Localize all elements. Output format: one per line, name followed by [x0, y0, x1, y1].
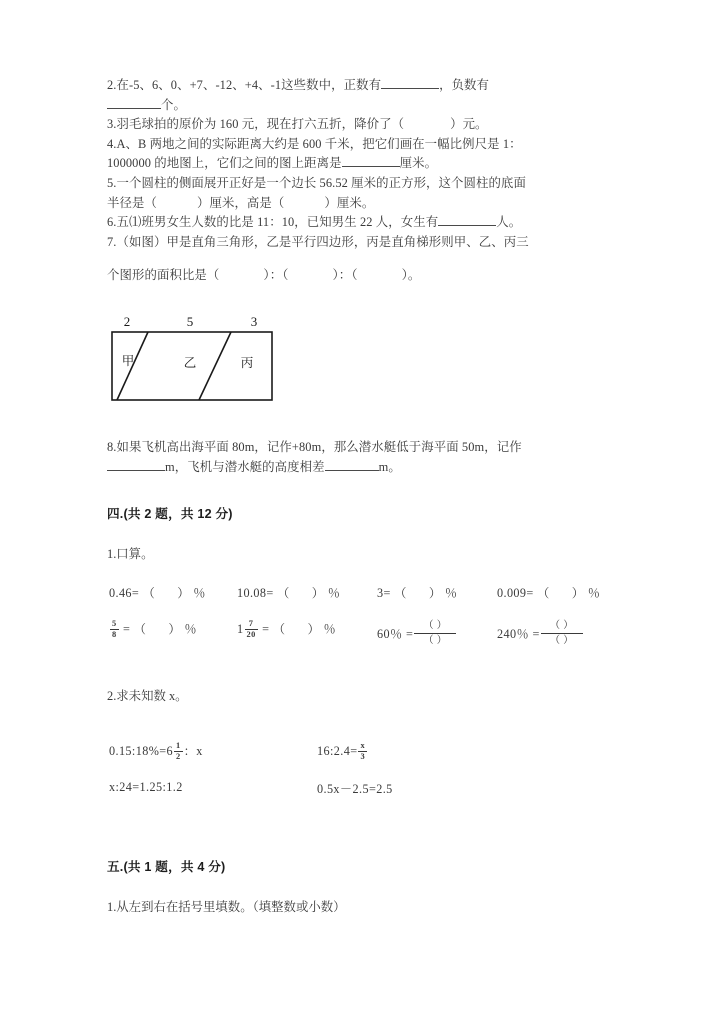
answer-blank[interactable] [438, 225, 496, 226]
answer-blank[interactable] [107, 470, 165, 471]
oral-calc-item-4 [497, 584, 600, 601]
fraction-denominator: 20 [246, 629, 256, 639]
oral-calc-item-7-lhs: 60％ = [377, 627, 414, 642]
section-five-problem-1-heading: 1.从左到右在括号里填数。（填整数或小数） [107, 900, 346, 915]
oral-calc-item-2-right: ） ％ [311, 586, 341, 601]
fraction-5-over-8 [110, 620, 119, 639]
figure-region-label-jia: 甲 [121, 353, 135, 368]
question-7-line-2a: 个图形的面积比是（ [107, 268, 220, 283]
oral-calc-item-2 [237, 584, 340, 601]
oral-calc-item-8 [497, 620, 584, 647]
oral-calc-item-4-right: ） ％ [571, 586, 601, 601]
oral-calc-item-8-lhs: 240％ = [497, 627, 540, 642]
oral-calc-item-1 [109, 584, 206, 601]
question-7-line-1: 7.（如图）甲是直角三角形，乙是平行四边形，丙是直角梯形则甲、乙、丙三 [107, 234, 529, 249]
question-8-line-2b: m。 [378, 459, 401, 474]
fraction-denominator: 2 [176, 751, 181, 761]
oral-calc-item-5 [109, 620, 197, 639]
fraction-numerator: x [360, 741, 366, 751]
spacer [107, 875, 617, 897]
oral-calc-item-1-right: ） ％ [177, 586, 206, 601]
question-6-text-a: 6.五⑴班男女生人数的比是 11：10，已知男生 22 人，女生有 [107, 215, 439, 230]
spacer [107, 804, 617, 830]
question-2-text-c: 个。 [161, 97, 186, 112]
oral-calc-item-6 [237, 620, 336, 639]
question-7-line-2c: ）：（ [332, 268, 358, 283]
oral-calc-row-2 [109, 616, 617, 646]
question-4-line-2b: 厘米。 [399, 156, 438, 171]
answer-blank[interactable] [107, 108, 161, 109]
oral-calc-item-3 [377, 584, 457, 601]
fraction-denominator: 8 [112, 629, 117, 639]
oral-calc-item-7 [377, 620, 457, 647]
equations-row-2 [109, 780, 617, 804]
equation-1-rhs: ：x [183, 744, 203, 759]
question-6 [107, 213, 617, 233]
equation-2-lhs: 16:2.4= [317, 744, 358, 759]
oral-calc-item-5-right: ） ％ [168, 622, 197, 637]
oral-calc-item-6-left: = （ [262, 622, 286, 637]
spacer [107, 606, 617, 616]
question-5-line-2c: ）厘米。 [324, 195, 375, 210]
question-7-line-2b: ）：（ [263, 268, 289, 283]
spacer [107, 562, 617, 584]
spacer [107, 730, 617, 740]
section-five-heading: 五.(共 1 题，共 4 分) [107, 860, 226, 875]
question-6-text-b: 人。 [496, 215, 522, 230]
geometry-figure [107, 312, 327, 412]
mixed-number-1-7-20 [237, 620, 259, 639]
question-8 [107, 438, 617, 477]
mixed-whole: 1 [237, 622, 244, 637]
fraction-denominator[interactable]: （ ） [423, 634, 448, 646]
question-4-line-2a: 1000000 的地图上，它们之间的图上距离是 [107, 156, 342, 171]
question-3-text-a: 3.羽毛球拍的原价为 160 元，现在打六五折，降价了（ [107, 117, 405, 132]
fraction-blank-over-blank[interactable] [414, 620, 456, 647]
question-2-text-b: ，负数有 [439, 78, 490, 92]
fraction-numerator: 1 [176, 741, 181, 751]
question-4 [107, 135, 617, 174]
spacer [107, 766, 617, 780]
oral-calc-item-3-left: 3= （ [377, 586, 407, 601]
section-four-problem-2-heading: 2.求未知数 x。 [107, 689, 188, 704]
figure-label-top-1: 2 [123, 313, 131, 329]
spacer [107, 830, 617, 856]
figure-region-label-yi: 乙 [183, 355, 197, 370]
question-3-text-b: ）元。 [450, 117, 488, 132]
question-5 [107, 174, 617, 213]
equation-4: 0.5x－2.5=2.5 [317, 782, 393, 797]
question-7-line-2d: ）。 [401, 268, 421, 283]
fraction-numerator: 5 [112, 619, 117, 629]
answer-blank[interactable] [325, 470, 379, 471]
spacer [107, 477, 617, 503]
answer-blank[interactable] [342, 166, 400, 167]
oral-calc-item-5-left: = （ [123, 622, 147, 637]
oral-calc-item-2-left: 10.08= （ [237, 586, 290, 601]
fraction-numerator[interactable]: （ ） [541, 620, 583, 634]
oral-calc-item-1-left: 0.46= （ [109, 586, 156, 601]
question-5-line-1: 5.一个圆柱的侧面展开正好是一个边长 56.52 厘米的正方形，这个圆柱的底面 [107, 175, 526, 190]
equations-row-1 [109, 740, 617, 766]
equation-1-lhs: 0.15:18%=6 [109, 744, 174, 759]
question-5-line-2a: 半径是（ [107, 195, 157, 210]
figure-divider-2 [199, 332, 231, 400]
oral-calc-item-4-left: 0.009= （ [497, 586, 550, 601]
equation-1 [109, 742, 203, 761]
oral-calc-item-3-right: ） ％ [428, 586, 458, 601]
fraction-numerator: 7 [245, 620, 258, 630]
question-8-line-2a: m，飞机与潜水艇的高度相差 [165, 459, 325, 474]
question-3 [107, 115, 617, 135]
question-5-line-2b: ）厘米，高是（ [196, 195, 285, 210]
question-2-text-a: 2.在-5、6、0、+7、-12、+4、-1这些数中，正数有 [107, 78, 382, 92]
section-four-problem-1-heading: 1.口算。 [107, 547, 154, 562]
fraction-1-over-2 [174, 742, 183, 761]
fraction-numerator[interactable]: （ ） [414, 620, 456, 634]
geometry-figure-svg [107, 312, 327, 412]
question-7 [107, 233, 617, 253]
spacer [107, 704, 617, 730]
question-7-line-2 [107, 266, 617, 286]
question-8-line-1: 8.如果飞机高出海平面 80m，记作+80m，那么潜水艇低于海平面 50m，记作 [107, 439, 522, 454]
answer-blank[interactable] [381, 88, 439, 89]
equation-3: x:24=1.25:1.2 [109, 780, 183, 795]
question-2 [107, 76, 617, 115]
figure-region-label-bing: 丙 [240, 355, 254, 370]
spacer [107, 522, 617, 544]
spacer [107, 412, 617, 438]
figure-label-top-2: 5 [186, 313, 194, 329]
figure-label-top-3: 3 [250, 313, 258, 329]
fraction-blank-over-blank[interactable] [541, 620, 583, 647]
equation-2 [317, 742, 368, 761]
spacer [107, 672, 617, 686]
spacer [107, 646, 617, 672]
spacer [107, 286, 617, 312]
fraction-denominator: 3 [360, 751, 366, 761]
question-4-line-1: 4.A、B 两地之间的实际距离大约是 600 千米，把它们画在一幅比例尺是 1： [107, 136, 522, 151]
worksheet-content [107, 76, 617, 915]
oral-calc-item-6-right: ） ％ [307, 622, 337, 637]
section-four-heading: 四.(共 2 题，共 12 分) [107, 507, 233, 522]
fraction-denominator[interactable]: （ ） [549, 634, 574, 646]
oral-calc-row-1 [109, 584, 617, 606]
spacer [107, 252, 617, 266]
fraction-x-over-3 [358, 742, 367, 761]
fraction-7-over-20 [245, 620, 258, 639]
